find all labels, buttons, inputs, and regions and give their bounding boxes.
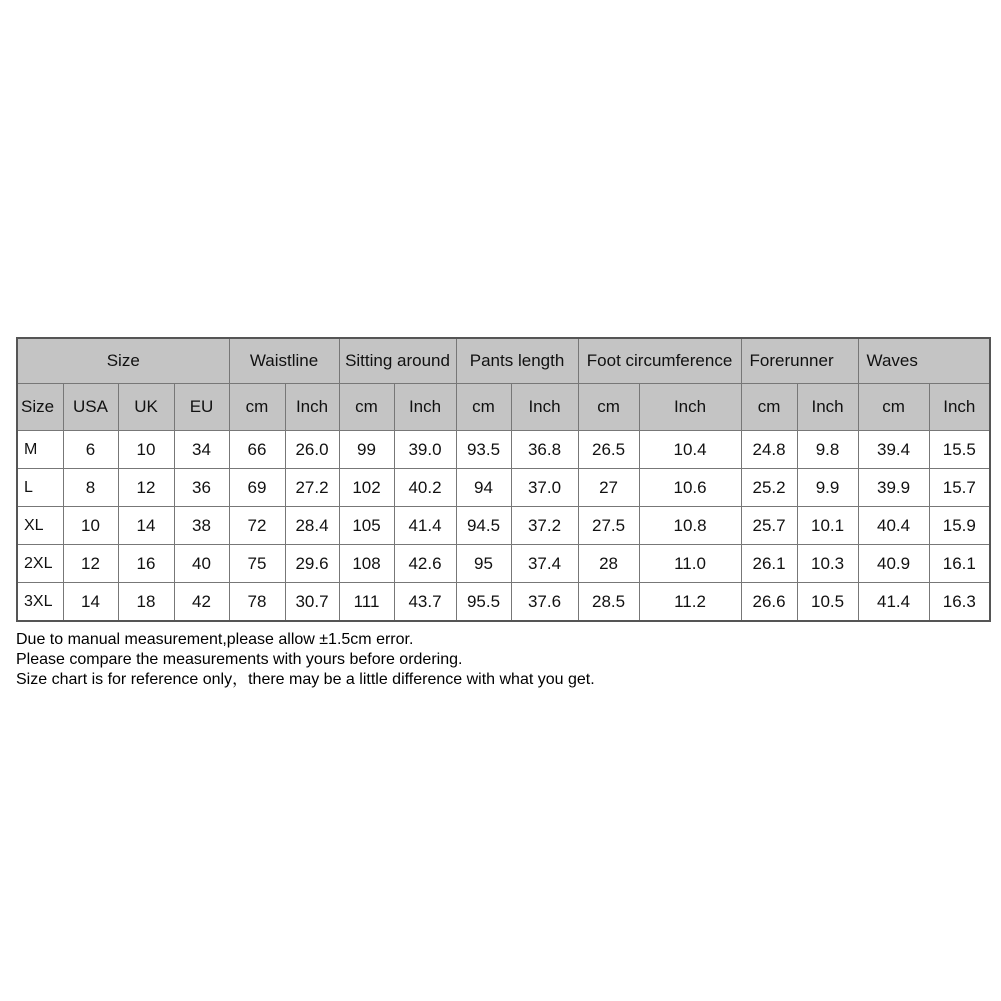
cell-waves-inch: 15.5 [929, 431, 990, 469]
cell-usa: 14 [63, 583, 118, 622]
cell-waves-cm: 41.4 [858, 583, 929, 622]
group-header-sitting-around: Sitting around [339, 338, 456, 384]
group-header-row [17, 338, 990, 384]
cell-waves-inch: 15.7 [929, 469, 990, 507]
group-header-size: Size [17, 338, 229, 384]
table-row [17, 507, 990, 545]
cell-usa: 10 [63, 507, 118, 545]
table-row [17, 469, 990, 507]
sub-header-sitting-cm: cm [339, 384, 394, 431]
cell-forerunner-inch: 9.9 [797, 469, 858, 507]
group-header-waistline: Waistline [229, 338, 339, 384]
cell-forerunner-cm: 25.2 [741, 469, 797, 507]
sub-header-waistline-cm: cm [229, 384, 285, 431]
cell-forerunner-inch: 9.8 [797, 431, 858, 469]
cell-pants-cm: 95 [456, 545, 511, 583]
group-header-pants-length: Pants length [456, 338, 578, 384]
sub-header-forerunner-inch: Inch [797, 384, 858, 431]
cell-waistline-cm: 72 [229, 507, 285, 545]
sub-header-foot-cm: cm [578, 384, 639, 431]
cell-forerunner-inch: 10.5 [797, 583, 858, 622]
sub-header-waistline-inch: Inch [285, 384, 339, 431]
cell-sitting-inch: 41.4 [394, 507, 456, 545]
cell-uk: 14 [118, 507, 174, 545]
sub-header-pants-cm: cm [456, 384, 511, 431]
cell-sitting-inch: 42.6 [394, 545, 456, 583]
cell-sitting-inch: 40.2 [394, 469, 456, 507]
cell-waves-inch: 16.3 [929, 583, 990, 622]
cell-waistline-cm: 69 [229, 469, 285, 507]
cell-foot-inch: 11.2 [639, 583, 741, 622]
group-header-foot-circumference: Foot circumference [578, 338, 741, 384]
cell-eu: 38 [174, 507, 229, 545]
cell-pants-cm: 95.5 [456, 583, 511, 622]
cell-waistline-inch: 30.7 [285, 583, 339, 622]
cell-sitting-cm: 102 [339, 469, 394, 507]
cell-forerunner-cm: 26.6 [741, 583, 797, 622]
notes [16, 630, 976, 690]
table-row [17, 431, 990, 469]
cell-foot-inch: 10.6 [639, 469, 741, 507]
cell-forerunner-cm: 25.7 [741, 507, 797, 545]
cell-waves-cm: 39.4 [858, 431, 929, 469]
cell-waistline-inch: 28.4 [285, 507, 339, 545]
cell-foot-inch: 10.4 [639, 431, 741, 469]
cell-sitting-inch: 43.7 [394, 583, 456, 622]
cell-usa: 8 [63, 469, 118, 507]
cell-usa: 6 [63, 431, 118, 469]
cell-uk: 12 [118, 469, 174, 507]
cell-foot-cm: 27.5 [578, 507, 639, 545]
cell-size: XL [17, 507, 63, 545]
cell-pants-cm: 94.5 [456, 507, 511, 545]
cell-foot-cm: 28.5 [578, 583, 639, 622]
cell-pants-cm: 94 [456, 469, 511, 507]
cell-foot-cm: 26.5 [578, 431, 639, 469]
note-reference-only: Size chart is for reference only，there may be a little difference with what you get. [16, 671, 595, 688]
cell-eu: 36 [174, 469, 229, 507]
cell-sitting-cm: 99 [339, 431, 394, 469]
cell-uk: 10 [118, 431, 174, 469]
cell-eu: 40 [174, 545, 229, 583]
cell-eu: 42 [174, 583, 229, 622]
cell-pants-inch: 37.6 [511, 583, 578, 622]
size-chart-container [16, 337, 989, 622]
note-compare-measurements: Please compare the measurements with yours before ordering. [16, 651, 463, 668]
cell-sitting-cm: 105 [339, 507, 394, 545]
cell-forerunner-cm: 24.8 [741, 431, 797, 469]
cell-waves-cm: 40.4 [858, 507, 929, 545]
note-measurement-error: Due to manual measurement,please allow ±1.5cm error. [16, 631, 414, 648]
cell-pants-inch: 37.2 [511, 507, 578, 545]
sub-header-eu: EU [174, 384, 229, 431]
sub-header-uk: UK [118, 384, 174, 431]
cell-pants-inch: 37.0 [511, 469, 578, 507]
cell-waves-cm: 40.9 [858, 545, 929, 583]
cell-pants-inch: 36.8 [511, 431, 578, 469]
sub-header-waves-inch: Inch [929, 384, 990, 431]
cell-waves-inch: 16.1 [929, 545, 990, 583]
group-header-waves: Waves [858, 338, 990, 384]
cell-waistline-inch: 29.6 [285, 545, 339, 583]
size-chart-body [17, 431, 990, 622]
cell-waves-inch: 15.9 [929, 507, 990, 545]
cell-forerunner-inch: 10.1 [797, 507, 858, 545]
cell-size: 3XL [17, 583, 63, 622]
cell-eu: 34 [174, 431, 229, 469]
sub-header-foot-inch: Inch [639, 384, 741, 431]
cell-foot-cm: 28 [578, 545, 639, 583]
cell-waistline-cm: 66 [229, 431, 285, 469]
cell-waistline-inch: 26.0 [285, 431, 339, 469]
cell-uk: 18 [118, 583, 174, 622]
cell-uk: 16 [118, 545, 174, 583]
sub-header-waves-cm: cm [858, 384, 929, 431]
cell-waves-cm: 39.9 [858, 469, 929, 507]
cell-pants-cm: 93.5 [456, 431, 511, 469]
size-chart-table [16, 337, 991, 622]
sub-header-usa: USA [63, 384, 118, 431]
sub-header-forerunner-cm: cm [741, 384, 797, 431]
cell-size: L [17, 469, 63, 507]
cell-size: 2XL [17, 545, 63, 583]
cell-sitting-inch: 39.0 [394, 431, 456, 469]
cell-foot-inch: 11.0 [639, 545, 741, 583]
cell-forerunner-cm: 26.1 [741, 545, 797, 583]
cell-foot-inch: 10.8 [639, 507, 741, 545]
cell-waistline-inch: 27.2 [285, 469, 339, 507]
sub-header-sitting-inch: Inch [394, 384, 456, 431]
cell-foot-cm: 27 [578, 469, 639, 507]
table-row [17, 583, 990, 622]
group-header-forerunner: Forerunner [741, 338, 858, 384]
cell-forerunner-inch: 10.3 [797, 545, 858, 583]
cell-waistline-cm: 75 [229, 545, 285, 583]
sub-header-row [17, 384, 990, 431]
cell-waistline-cm: 78 [229, 583, 285, 622]
cell-sitting-cm: 111 [339, 583, 394, 622]
sub-header-pants-inch: Inch [511, 384, 578, 431]
sub-header-size: Size [17, 384, 63, 431]
cell-size: M [17, 431, 63, 469]
cell-sitting-cm: 108 [339, 545, 394, 583]
cell-usa: 12 [63, 545, 118, 583]
table-row [17, 545, 990, 583]
cell-pants-inch: 37.4 [511, 545, 578, 583]
